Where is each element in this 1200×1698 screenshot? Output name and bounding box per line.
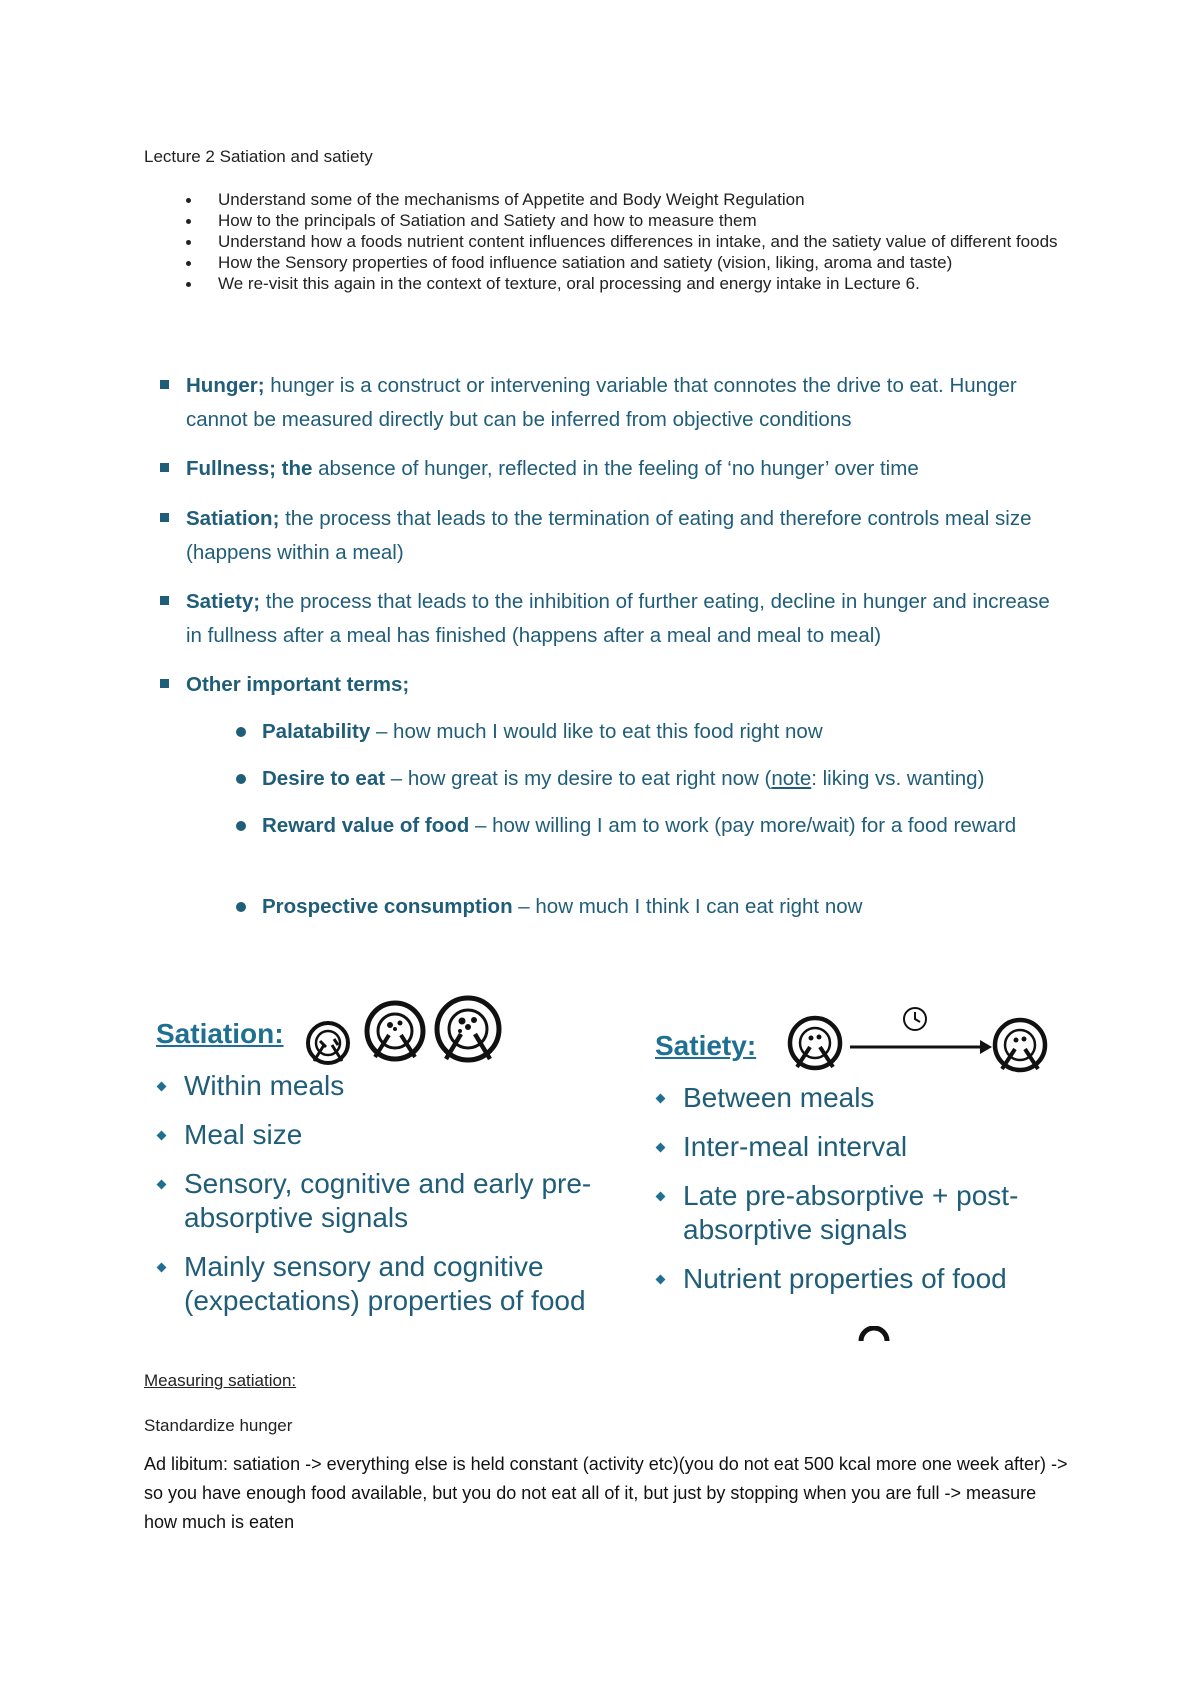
definition-other bbox=[160, 668, 1060, 702]
objectives-list bbox=[144, 189, 1064, 294]
definition-text: absence of hunger, reflected in the feeling of ‘no hunger’ over time bbox=[312, 457, 919, 480]
list-item: Nutrient properties of food bbox=[655, 1262, 1085, 1296]
term-label: Palatability bbox=[262, 720, 371, 743]
page-title: Lecture 2 Satiation and satiety bbox=[144, 147, 373, 166]
satiety-diagram bbox=[780, 1005, 1060, 1075]
plate-icon bbox=[790, 1018, 840, 1068]
round-bullet-icon bbox=[236, 774, 246, 784]
term-label: Reward value of food bbox=[262, 814, 470, 837]
sub-term-prospective bbox=[236, 890, 1056, 924]
plate-icon bbox=[995, 1020, 1045, 1070]
plate-icon bbox=[308, 1023, 348, 1063]
term-label: Satiety; bbox=[186, 590, 261, 613]
list-item: Between meals bbox=[655, 1081, 1085, 1115]
definition-text: – how willing I am to work (pay more/wait) for a food reward bbox=[469, 814, 1017, 837]
sub-term-palatability bbox=[236, 715, 1056, 749]
term-label: Satiation; bbox=[186, 507, 280, 530]
satiety-list bbox=[655, 1081, 1085, 1311]
definition-text: – how much I think I can eat right now bbox=[512, 895, 863, 918]
sub-term-reward bbox=[236, 809, 1056, 843]
term-label: Prospective consumption bbox=[262, 895, 513, 918]
plate-icons-group bbox=[300, 995, 510, 1075]
list-item: Sensory, cognitive and early pre-absorptive signals bbox=[156, 1167, 636, 1235]
list-item: Late pre-absorptive + post-absorptive signals bbox=[655, 1179, 1085, 1247]
square-bullet-icon bbox=[160, 463, 169, 472]
measuring-paragraph: Ad libitum: satiation -> everything else is held constant (activity etc)(you do not eat 500 kcal more one week after) -> so you have enough food available, but you do not eat all of it, but just by stopping when you are full -> measure how much is eaten bbox=[144, 1454, 1068, 1532]
list-item: Understand some of the mechanisms of Appetite and Body Weight Regulation bbox=[144, 189, 1064, 210]
list-item: We re-visit this again in the context of texture, oral processing and energy intake in Lecture 6. bbox=[144, 273, 1064, 294]
square-bullet-icon bbox=[160, 596, 169, 605]
measuring-heading: Measuring satiation: bbox=[144, 1371, 297, 1390]
arrow-head-icon bbox=[980, 1040, 992, 1054]
definition-text: the process that leads to the termination of eating and therefore controls meal size (happens within a meal) bbox=[186, 507, 1032, 564]
list-item: Within meals bbox=[156, 1069, 636, 1103]
measuring-subheading: Standardize hunger bbox=[144, 1416, 293, 1435]
note-label: note bbox=[771, 767, 812, 790]
term-label: Fullness; the bbox=[186, 457, 313, 480]
satiation-heading: Satiation: bbox=[156, 1018, 284, 1049]
term-label: Hunger; bbox=[186, 374, 265, 397]
definition-satiety bbox=[160, 585, 1060, 653]
definition-text: – how much I would like to eat this food right now bbox=[370, 720, 823, 743]
definition-text: : liking vs. wanting) bbox=[811, 767, 985, 790]
round-bullet-icon bbox=[236, 902, 246, 912]
definition-satiation bbox=[160, 502, 1060, 570]
term-label: Other important terms; bbox=[186, 673, 410, 696]
plate-icon bbox=[367, 1003, 423, 1059]
definition-text: the process that leads to the inhibition of further eating, decline in hunger and increase in fullness after a meal has finished (happens after a meal and meal to meal) bbox=[186, 590, 1050, 647]
clock-icon bbox=[904, 1008, 926, 1030]
square-bullet-icon bbox=[160, 679, 169, 688]
definition-text: hunger is a construct or intervening variable that connotes the drive to eat. Hunger cannot be measured directly but can be inferred from objective conditions bbox=[186, 374, 1017, 431]
satiation-list bbox=[156, 1069, 636, 1333]
list-item: Meal size bbox=[156, 1118, 636, 1152]
list-item: How to the principals of Satiation and Satiety and how to measure them bbox=[144, 210, 1064, 231]
list-item: Mainly sensory and cognitive (expectations) properties of food bbox=[156, 1250, 636, 1318]
definition-fullness bbox=[160, 452, 1060, 486]
square-bullet-icon bbox=[160, 380, 169, 389]
list-item: Inter-meal interval bbox=[655, 1130, 1085, 1164]
round-bullet-icon bbox=[236, 821, 246, 831]
definition-text: – how great is my desire to eat right now ( bbox=[385, 767, 772, 790]
sub-term-desire bbox=[236, 762, 1056, 796]
term-label: Desire to eat bbox=[262, 767, 386, 790]
definition-hunger bbox=[160, 369, 1060, 437]
satiety-heading: Satiety: bbox=[655, 1030, 757, 1061]
partial-plate-icon bbox=[858, 1326, 890, 1342]
list-item: Understand how a foods nutrient content influences differences in intake, and the satiety value of different foods bbox=[144, 231, 1064, 252]
round-bullet-icon bbox=[236, 727, 246, 737]
plate-icon bbox=[437, 998, 499, 1060]
list-item: How the Sensory properties of food influence satiation and satiety (vision, liking, aroma and taste) bbox=[144, 252, 1064, 273]
square-bullet-icon bbox=[160, 513, 169, 522]
